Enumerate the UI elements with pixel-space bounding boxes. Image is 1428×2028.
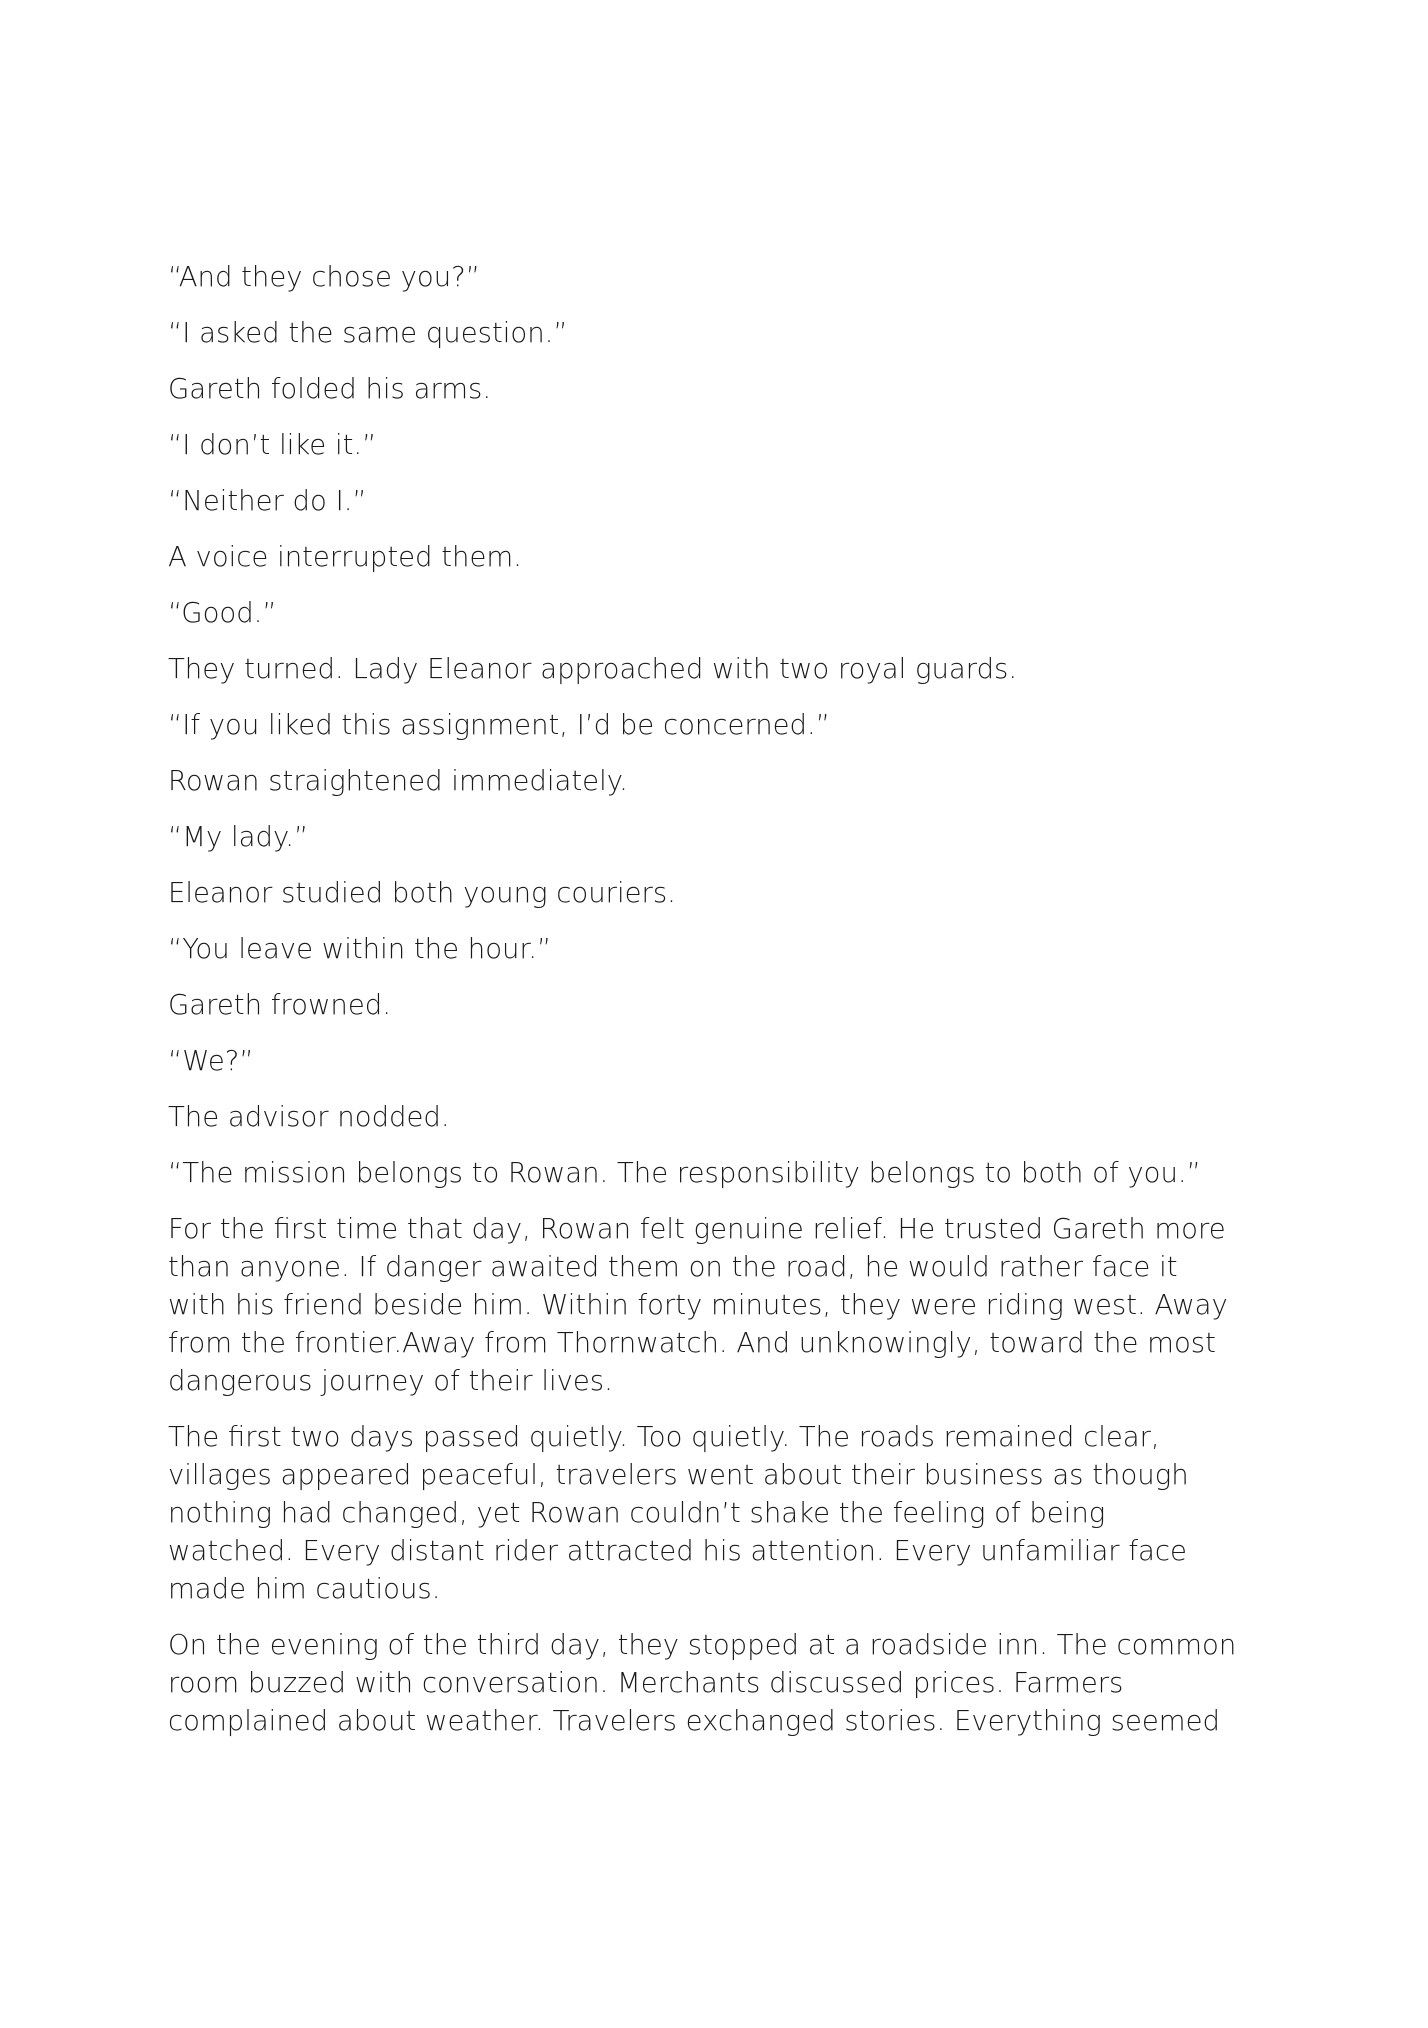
paragraph-3: Gareth folded his arms.: [168, 373, 492, 405]
paragraph-5: “Neither do I.”: [168, 485, 367, 517]
paragraph-15: “We?”: [168, 1045, 254, 1077]
paragraph-10: Rowan straightened immediately.: [168, 765, 628, 797]
paragraph-14: Gareth frowned.: [168, 989, 391, 1021]
paragraph-7: “Good.”: [168, 597, 277, 629]
paragraph-8: They turned. Lady Eleanor approached with two royal guards.: [168, 653, 1018, 685]
paragraph-9: “If you liked this assignment, I’d be concerned.”: [168, 709, 830, 741]
paragraph-12: Eleanor studied both young couriers.: [168, 877, 676, 909]
paragraph-13: “You leave within the hour.”: [168, 933, 552, 965]
paragraph-2: “I asked the same question.”: [168, 317, 568, 349]
paragraph-18: For the first time that day, Rowan felt genuine relief. He trusted Gareth more than anyone. If danger awaited them on the road, he would rather face it with his friend beside him. Within forty minutes, they were riding west. Away from the frontier.Away from Thornwatch. And unknowingly, toward the most dangerous journey of their lives.: [168, 1213, 1228, 1397]
paragraph-1: “And they chose you?”: [168, 261, 481, 293]
paragraph-16: The advisor nodded.: [168, 1101, 450, 1133]
paragraph-17: “The mission belongs to Rowan. The responsibility belongs to both of you.”: [168, 1157, 1201, 1189]
document-page: [168, 258, 1278, 1758]
paragraph-20: On the evening of the third day, they stopped at a roadside inn. The common room buzzed with conversation. Merchants discussed prices. Farmers complained about weather. Travelers exchanged stories. Everything seemed: [168, 1629, 1237, 1737]
paragraph-19: The first two days passed quietly. Too quietly. The roads remained clear, villages appeared peaceful, travelers went about their business as though nothing had changed, yet Rowan couldn’t shake the feeling of being watched. Every distant rider attracted his attention. Every unfamiliar face made him cautious.: [168, 1421, 1189, 1605]
paragraph-11: “My lady.”: [168, 821, 309, 853]
paragraph-6: A voice interrupted them.: [168, 541, 522, 573]
paragraph-4: “I don’t like it.”: [168, 429, 377, 461]
